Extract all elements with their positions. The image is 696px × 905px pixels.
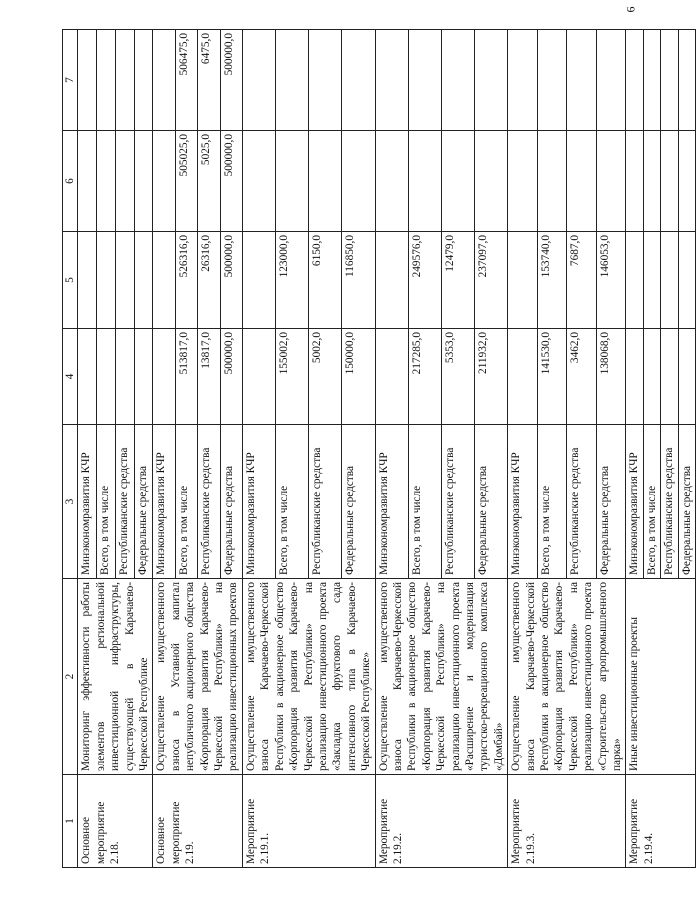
amount-cell [508, 232, 538, 329]
amount-cell [78, 131, 97, 232]
amount-cell [342, 30, 375, 131]
header-row [63, 30, 78, 868]
funding-source: Республиканские средства [661, 425, 678, 579]
amount-cell [115, 131, 134, 232]
table-row [375, 30, 408, 868]
funding-source: Федеральные средства [220, 425, 242, 579]
amount-cell [626, 30, 643, 131]
measure-code: Основное мероприятие 2.18. [78, 775, 153, 868]
page-number: 6 [623, 6, 638, 13]
funding-source: Всего, в том числе [643, 425, 660, 579]
amount-cell [661, 329, 678, 425]
funding-source: Минэкономразвития КЧР [78, 425, 97, 579]
amount-cell [134, 131, 153, 232]
amount-cell: 153740,0 [537, 232, 567, 329]
amount-cell [678, 30, 695, 131]
amount-cell: 526316,0 [175, 232, 197, 329]
amount-cell [626, 232, 643, 329]
amount-cell [508, 329, 538, 425]
funding-source: Всего, в том числе [97, 425, 116, 579]
amount-cell [567, 131, 597, 232]
amount-cell [643, 131, 660, 232]
table-row [626, 30, 643, 868]
amount-cell: 5025,0 [198, 131, 220, 232]
amount-cell [134, 232, 153, 329]
amount-cell [678, 329, 695, 425]
amount-cell: 7687,0 [567, 232, 597, 329]
amount-cell [97, 131, 116, 232]
amount-cell [408, 30, 441, 131]
funding-source: Минэкономразвития КЧР [242, 425, 275, 579]
amount-cell [115, 329, 134, 425]
amount-cell: 146053,0 [596, 232, 626, 329]
table-row [153, 30, 175, 868]
amount-cell [309, 30, 342, 131]
funding-source: Всего, в том числе [408, 425, 441, 579]
table-row [508, 30, 538, 868]
measure-description: Осуществление имущественного взноса Карачаево-Черкесской Республики в акционерное общество «Корпорация развития Карачаево-Черкесской Республики» на реализацию инвестиционного проекта «Закладка фруктового сада интенсивного типа в Карачаево-Черкесской Республике» [242, 579, 375, 775]
amount-cell [342, 131, 375, 232]
amount-cell [153, 131, 175, 232]
amount-cell [153, 329, 175, 425]
amount-cell [643, 232, 660, 329]
amount-cell: 116850,0 [342, 232, 375, 329]
amount-cell [408, 131, 441, 232]
measure-code: Мероприятие 2.19.4. [626, 775, 696, 868]
amount-cell: 3462,0 [567, 329, 597, 425]
amount-cell: 500000,0 [220, 232, 242, 329]
amount-cell [97, 30, 116, 131]
funding-source: Федеральные средства [678, 425, 695, 579]
amount-cell [242, 30, 275, 131]
column-header: 5 [63, 232, 78, 329]
column-header: 7 [63, 30, 78, 131]
amount-cell [678, 131, 695, 232]
funding-source: Федеральные средства [596, 425, 626, 579]
program-measures-table [62, 29, 696, 868]
amount-cell [115, 30, 134, 131]
measure-description: Мониторинг эффективности работы элементов региональной инвестиционной инфраструктуры, существующей в Карачаево-Черкесской Республике [78, 579, 153, 775]
amount-cell: 5353,0 [441, 329, 474, 425]
amount-cell [475, 131, 508, 232]
amount-cell [508, 30, 538, 131]
funding-source: Минэкономразвития КЧР [375, 425, 408, 579]
amount-cell [78, 329, 97, 425]
amount-cell [309, 131, 342, 232]
amount-cell [153, 232, 175, 329]
amount-cell: 6150,0 [309, 232, 342, 329]
column-header: 1 [63, 775, 78, 868]
amount-cell [276, 30, 309, 131]
measure-code: Мероприятие 2.19.2. [375, 775, 508, 868]
column-header: 4 [63, 329, 78, 425]
amount-cell [242, 329, 275, 425]
amount-cell [375, 329, 408, 425]
measure-description: Иные инвестиционные проекты [626, 579, 696, 775]
funding-source: Минэкономразвития КЧР [508, 425, 538, 579]
funding-source: Республиканские средства [198, 425, 220, 579]
amount-cell: 500000,0 [220, 30, 242, 131]
rotated-page-content [62, 30, 693, 868]
amount-cell: 237097,0 [475, 232, 508, 329]
amount-cell [567, 30, 597, 131]
amount-cell [375, 232, 408, 329]
amount-cell [596, 131, 626, 232]
amount-cell [97, 232, 116, 329]
amount-cell: 141530,0 [537, 329, 567, 425]
funding-source: Всего, в том числе [175, 425, 197, 579]
measure-code: Мероприятие 2.19.3. [508, 775, 626, 868]
funding-source: Республиканские средства [567, 425, 597, 579]
amount-cell [242, 232, 275, 329]
table-row [78, 30, 97, 868]
amount-cell: 506475,0 [175, 30, 197, 131]
amount-cell [134, 329, 153, 425]
amount-cell [661, 131, 678, 232]
amount-cell [596, 30, 626, 131]
amount-cell [661, 232, 678, 329]
measure-description: Осуществление имущественного взноса Карачаево-Черкесской Республики в акционерное общество «Корпорация развития Карачаево-Черкесской Республики» на реализацию инвестиционного проекта «Строительство агропромышленного парка» [508, 579, 626, 775]
amount-cell [475, 30, 508, 131]
amount-cell [508, 131, 538, 232]
funding-source: Федеральные средства [342, 425, 375, 579]
amount-cell [276, 131, 309, 232]
amount-cell: 12479,0 [441, 232, 474, 329]
funding-source: Федеральные средства [475, 425, 508, 579]
amount-cell: 155002,0 [276, 329, 309, 425]
amount-cell [375, 30, 408, 131]
column-header: 6 [63, 131, 78, 232]
measure-description: Осуществление имущественного взноса в Уставной капитал непубличного акционерного общества «Корпорация развития Карачаево-Черкесской Республики» на реализацию инвестиционных проектов [153, 579, 242, 775]
amount-cell: 249576,0 [408, 232, 441, 329]
amount-cell: 217285,0 [408, 329, 441, 425]
amount-cell [537, 131, 567, 232]
amount-cell [678, 232, 695, 329]
amount-cell [242, 131, 275, 232]
amount-cell: 513817,0 [175, 329, 197, 425]
amount-cell [78, 30, 97, 131]
amount-cell [537, 30, 567, 131]
funding-source: Республиканские средства [309, 425, 342, 579]
amount-cell [626, 131, 643, 232]
table-row [242, 30, 275, 868]
amount-cell: 5002,0 [309, 329, 342, 425]
amount-cell [441, 30, 474, 131]
column-header: 2 [63, 579, 78, 775]
amount-cell [375, 131, 408, 232]
amount-cell [441, 131, 474, 232]
amount-cell: 500000,0 [220, 329, 242, 425]
measure-description: Осуществление имущественного взноса Карачаево-Черкесской Республики в акционерное общество «Корпорация развития Карачаево-Черкесской Республики» на реализацию инвестиционного проекта «Расширение и модернизация туристско-рекреационного комплекса «Домбай» [375, 579, 508, 775]
funding-source: Минэкономразвития КЧР [153, 425, 175, 579]
amount-cell: 26316,0 [198, 232, 220, 329]
funding-source: Всего, в том числе [276, 425, 309, 579]
amount-cell [78, 232, 97, 329]
column-header: 3 [63, 425, 78, 579]
amount-cell: 6475,0 [198, 30, 220, 131]
amount-cell: 123000,0 [276, 232, 309, 329]
amount-cell [153, 30, 175, 131]
amount-cell [661, 30, 678, 131]
amount-cell [115, 232, 134, 329]
funding-source: Республиканские средства [115, 425, 134, 579]
measure-code: Основное мероприятие 2.19. [153, 775, 242, 868]
amount-cell [97, 329, 116, 425]
amount-cell [134, 30, 153, 131]
measure-code: Мероприятие 2.19.1. [242, 775, 375, 868]
amount-cell [643, 329, 660, 425]
funding-source: Федеральные средства [134, 425, 153, 579]
amount-cell: 500000,0 [220, 131, 242, 232]
amount-cell [626, 329, 643, 425]
amount-cell [643, 30, 660, 131]
amount-cell: 138068,0 [596, 329, 626, 425]
funding-source: Минэкономразвития КЧР [626, 425, 643, 579]
funding-source: Республиканские средства [441, 425, 474, 579]
amount-cell: 211932,0 [475, 329, 508, 425]
amount-cell: 505025,0 [175, 131, 197, 232]
funding-source: Всего, в том числе [537, 425, 567, 579]
amount-cell: 150000,0 [342, 329, 375, 425]
amount-cell: 13817,0 [198, 329, 220, 425]
